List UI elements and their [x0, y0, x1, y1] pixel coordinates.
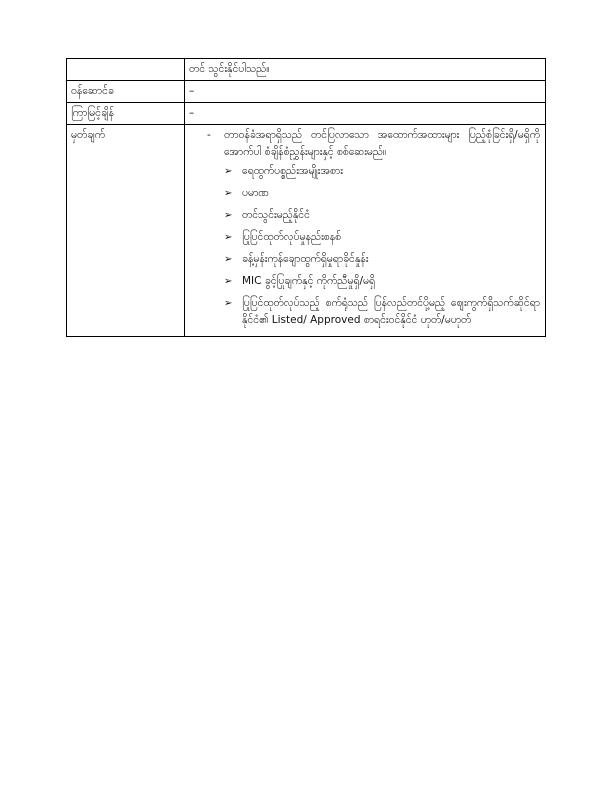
- duration-label: ကြာမြင့်ချိန်: [67, 103, 185, 125]
- table-cell-label: [67, 59, 185, 81]
- table-cell-value: တင် သွင်းနိုင်ပါသည်။: [185, 59, 546, 81]
- service-fee-label: ဝန်ဆောင်ခ: [67, 81, 185, 103]
- arrow-bullet-icon: ➢: [224, 298, 233, 309]
- info-table: [66, 58, 546, 337]
- remarks-cell: [185, 125, 546, 337]
- list-item-text: ပမာဏ: [242, 187, 269, 199]
- arrow-bullet-icon: ➢: [224, 166, 233, 177]
- list-item: [224, 273, 540, 290]
- arrow-bullet-icon: ➢: [224, 210, 233, 221]
- list-item-text: MIC ခွင့်ပြုချက်နှင့် ကိုက်ညီမှုရှိ/မရှိ: [242, 275, 376, 287]
- list-item: [224, 251, 540, 268]
- arrow-bullet-icon: ➢: [224, 276, 233, 287]
- table-row: [67, 125, 546, 337]
- service-fee-value: –: [185, 81, 546, 103]
- list-item: [224, 207, 540, 224]
- list-item-text: ခန့်မှန်းကုန်ချောထွက်ရှိမှုရာခိုင်နှုန်း: [242, 253, 369, 265]
- list-item: [224, 295, 540, 329]
- duration-value: –: [185, 103, 546, 125]
- list-item: [224, 185, 540, 202]
- criteria-list: [189, 163, 540, 329]
- remarks-label: မှတ်ချက်: [67, 125, 185, 337]
- remarks-intro: [189, 127, 540, 161]
- arrow-bullet-icon: ➢: [224, 188, 233, 199]
- table-row: [67, 103, 546, 125]
- dash-bullet: -: [207, 129, 211, 141]
- list-item-text: ပြုပြင်ထုတ်လုပ်သည့် စက်ရုံသည် ပြန်လည်တင်ပို့မည့် ဈေးကွက်ရှိသက်ဆိုင်ရာ နိုင်ငံ၏ Listed/ Approved စာရင်းဝင်နိုင်ငံ ဟုတ်/မဟုတ်: [242, 297, 540, 326]
- remarks-intro-text: တာဝန်ခံအရာရှိသည် တင်ပြလာသော အထောက်အထားများ ပြည့်စုံခြင်းရှိ/မရှိကို အောက်ပါ စံချိန်စံညွှန်းများနှင့် စစ်ဆေးမည်။: [224, 129, 540, 158]
- arrow-bullet-icon: ➢: [224, 254, 233, 265]
- list-item: [224, 163, 540, 180]
- list-item-text: ရေထွက်ပစ္စည်းအမျိုးအစား: [242, 165, 343, 177]
- table-row: [67, 59, 546, 81]
- table-row: [67, 81, 546, 103]
- list-item-text: တင်သွင်းမည့်နိုင်ငံ: [242, 209, 310, 221]
- list-item-text: ပြုပြင်ထုတ်လုပ်မှုနည်းစနစ်: [242, 231, 342, 243]
- arrow-bullet-icon: ➢: [224, 232, 233, 243]
- list-item: [224, 229, 540, 246]
